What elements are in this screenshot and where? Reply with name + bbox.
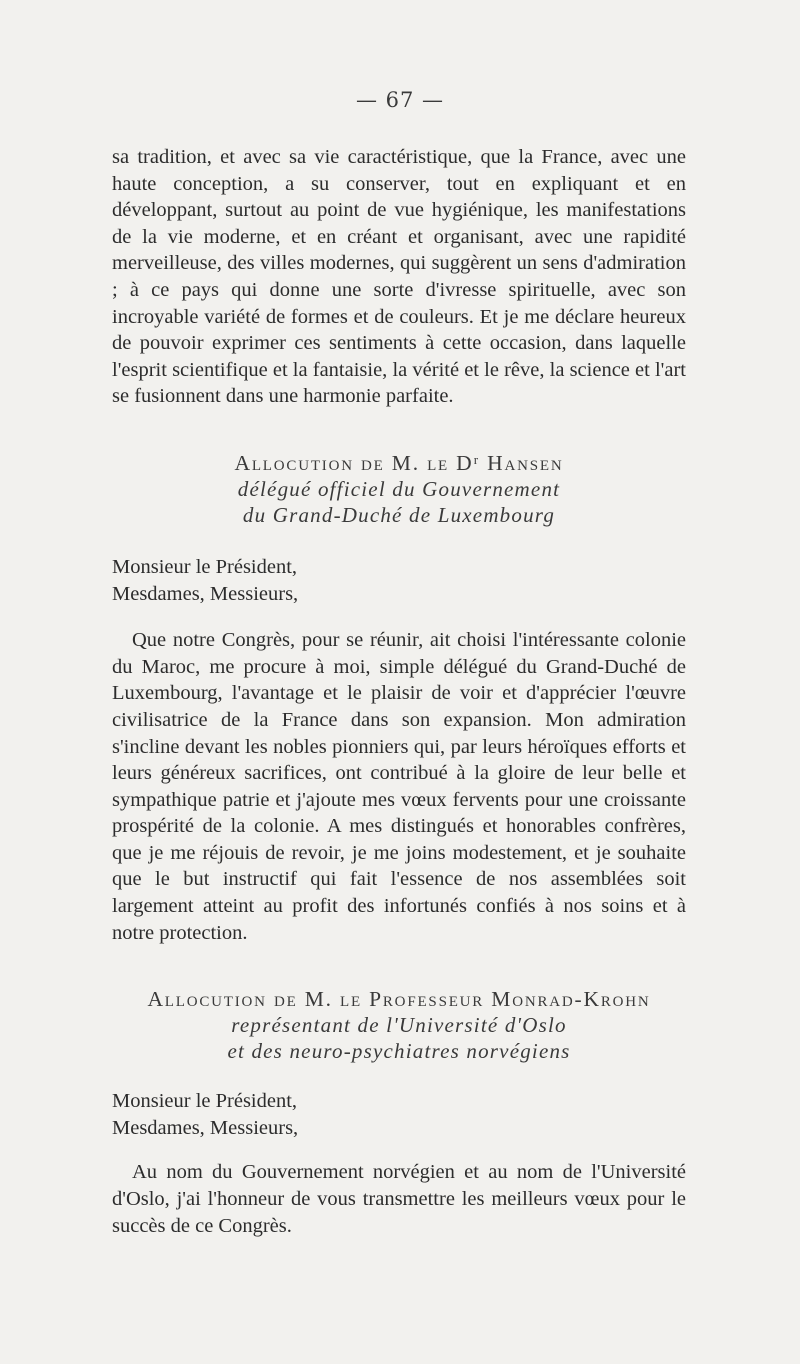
section1-heading: Allocution de M. le Dʳ Hansen <box>234 450 564 475</box>
section1-body: Que notre Congrès, pour se réunir, ait choisi l'intéressante colonie du Maroc, me procure à moi, simple délégué du Grand-Duché de Luxembourg, l'avantage et le plaisir de voir et d'apprécier l'œuvre civilisatrice de la France dans son expansion. Mon admiration s'incline devant les nobles pionniers qui, par leurs héroïques efforts et leurs généreux sacrifices, ont contribué à la gloire de leur belle et sympathique patrie et j'ajoute mes vœux fervents pour une croissante prospérité de la colonie. A mes distingués et honorables confrères, que je me réjouis de revoir, je me joins modestement, et je souhaite que le but instructif qui fait l'essence de nos assemblées soit largement atteint au profit des infortunés confiés à nos soins et à notre protection. <box>112 629 686 944</box>
section1-salutation <box>112 554 686 607</box>
section2-salutation <box>112 1088 686 1141</box>
section2-body: Au nom du Gouvernement norvégien et au nom de l'Université d'Oslo, j'ai l'honneur de vous transmettre les meilleurs vœux pour le succès de ce Congrès. <box>112 1161 686 1237</box>
section1-subtitle-line2: du Grand-Duché de Luxembourg <box>242 502 556 527</box>
section1-salutation-line2: Mesdames, Messieurs, <box>112 582 299 605</box>
section2-subtitle-line1: représentant de l'Université d'Oslo <box>231 1013 567 1038</box>
page-number: — 67 — <box>355 88 445 112</box>
section2-heading: Allocution de M. le Professeur Monrad-Krohn <box>147 987 651 1012</box>
section1-subtitle-line1: délégué officiel du Gouvernement <box>237 476 561 501</box>
section1-salutation-line1: Monsieur le Président, <box>112 555 298 578</box>
page-content <box>112 144 686 1239</box>
intro-paragraph: sa tradition, et avec sa vie caractéristique, que la France, avec une haute conception, a su conserver, tout en expliquant et en développant, surtout au point de vue hygiénique, les manifestations de la vie moderne, et en créant et organisant, avec une rapidité merveilleuse, des villes modernes, qui suggèrent un sens d'admiration ; à ce pays qui donne une sorte d'ivresse spirituelle, avec son incroyable variété de formes et de couleurs. Et je me déclare heureux de pouvoir exprimer ces sentiments à cette occasion, dans laquelle l'esprit scientifique et la fantaisie, la vérité et le rêve, la science et l'art se fusionnent dans une harmonie parfaite. <box>112 146 686 408</box>
section2-subtitle-line2: et des neuro-psychiatres norvégiens <box>227 1039 571 1064</box>
section2-salutation-line1: Monsieur le Président, <box>112 1090 298 1113</box>
section2-salutation-line2: Mesdames, Messieurs, <box>112 1116 299 1139</box>
